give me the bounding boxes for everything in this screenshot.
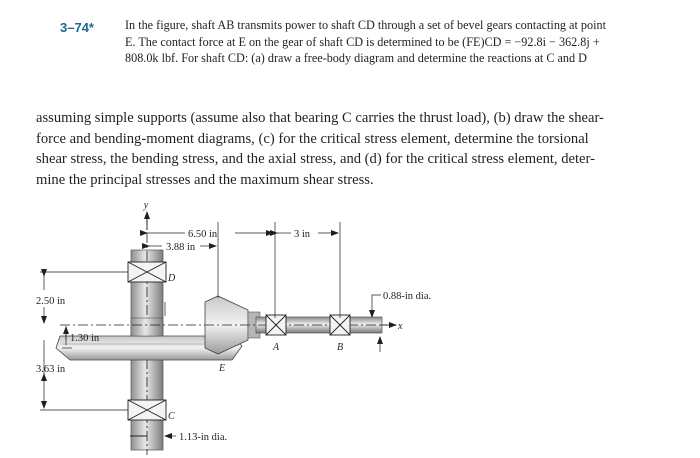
- label-a: A: [272, 342, 280, 353]
- label-y: y: [143, 200, 149, 211]
- intro-line-1: In the figure, shaft AB transmits power to shaft CD through a set of bevel gears contacting at point: [125, 18, 606, 32]
- problem-number: 3–74*: [60, 20, 94, 35]
- dim-3-63: 3.63 in: [36, 364, 66, 375]
- label-d: D: [168, 273, 176, 284]
- intro-line-2: E. The contact force at E on the gear of shaft CD is determined to be (FΕ)CD = −92.8i − 362.8j +: [125, 34, 600, 49]
- dim-3-88: 3.88 in: [166, 242, 196, 253]
- bearing-a: [266, 315, 286, 335]
- bearing-d: [128, 262, 166, 282]
- body-line-4: mine the principal stresses and the maximum shear stress.: [36, 171, 374, 188]
- label-e: E: [218, 363, 226, 374]
- body-line-3: shear stress, the bending stress, and the axial stress, and (d) for the critical stress element, deter-: [36, 151, 595, 167]
- dim-6-50: 6.50 in: [188, 229, 218, 240]
- body-line-2: force and bending-moment diagrams, (c) for the critical stress element, determine the torsional: [36, 130, 589, 147]
- label-b: B: [336, 342, 344, 353]
- label-x: x: [398, 321, 403, 332]
- intro-line-3: 808.0k lbf. For shaft CD: (a) draw a free-body diagram and determine the reactions at C and D: [125, 51, 587, 65]
- dim-2-50: 2.50 in: [36, 296, 66, 307]
- dim-0-88-dia: 0.88-in dia.: [383, 291, 432, 302]
- top-dimensions: [147, 222, 340, 318]
- dim-1-30: 1.30 in: [70, 333, 100, 344]
- bearing-c: [128, 400, 166, 420]
- dim-1-13-dia: 1.13-in dia.: [179, 432, 228, 443]
- body-line-1: assuming simple supports (assume also that bearing C carries the thrust load), (b) draw the shear-: [36, 110, 604, 126]
- dim-3: 3 in: [294, 229, 311, 240]
- label-c: C: [168, 411, 175, 422]
